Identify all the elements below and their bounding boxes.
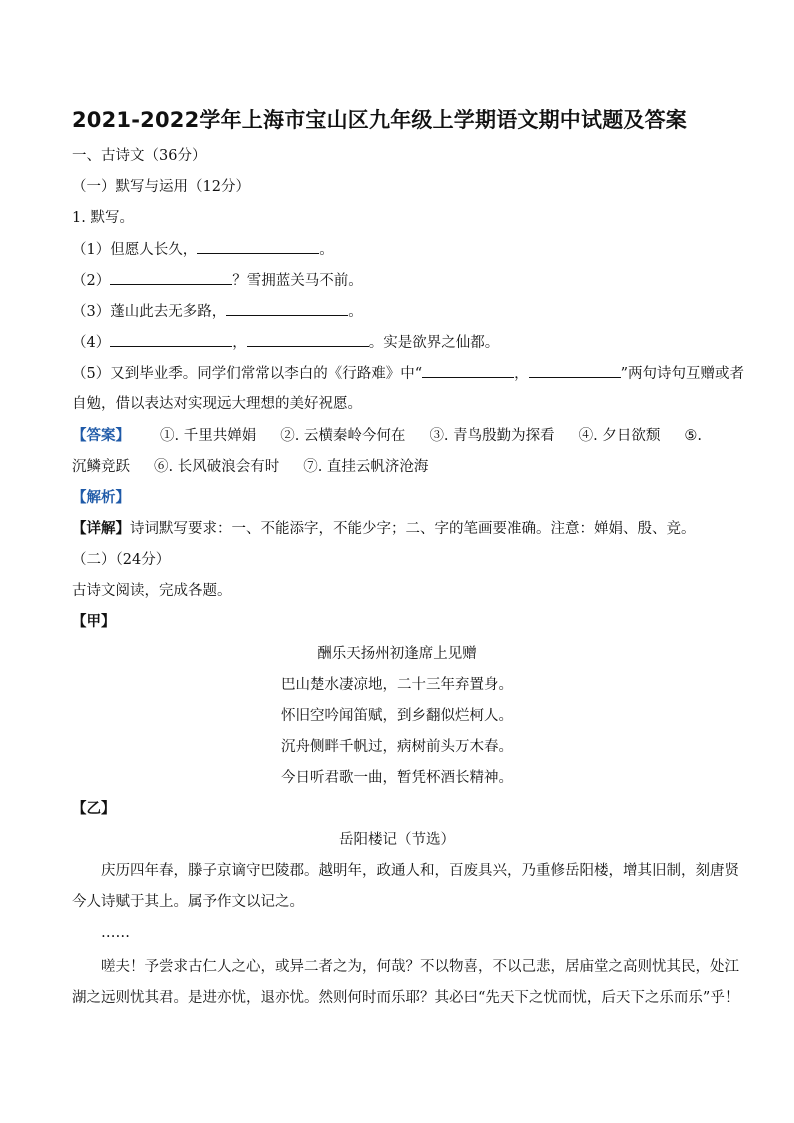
answer-item: ②. 云横秦岭今何在 [280, 428, 406, 444]
answer-blank [247, 332, 369, 347]
answer-item: ①. 千里共婵娟 [160, 428, 257, 444]
detail-text: 诗词默写要求：一、不能添字，不能少字；二、字的笔画要准确。注意：婵娟、殷、竞。 [130, 521, 696, 537]
answer-blank [422, 363, 514, 378]
prose-paragraph-2-line-1: 嗟夫！予尝求古仁人之心，或异二者之为，何哉？不以物喜，不以己悲，居庙堂之高则忧其民，处江 [101, 959, 739, 975]
question-1-item-5-cont: 自勉，借以表达对实现远大理想的美好祝愿。 [72, 396, 362, 412]
detail-row [72, 519, 696, 539]
prose-ellipsis: …… [101, 925, 130, 941]
item-text: ， [514, 366, 529, 382]
analysis-tag [72, 488, 130, 508]
yi-tag: 【乙】 [72, 801, 116, 817]
question-1-item-4 [72, 332, 499, 353]
subsection-heading-2: （二）（24分） [72, 552, 171, 568]
answer-item: ③. 青鸟殷勤为探看 [429, 428, 555, 444]
item-text: （5）又到毕业季。同学们常常以李白的《行路难》中“ [72, 366, 423, 382]
answer-item: ⑦. 直挂云帆济沧海 [303, 459, 429, 475]
question-1-item-2 [72, 270, 363, 291]
section-heading-1: 一、古诗文（36分） [72, 148, 207, 164]
prose-paragraph-2-line-2: 湖之远则忧其君。是进亦忧，退亦忧。然则何时而乐耶？其必曰“先天下之忧而忧，后天下之乐而乐”乎！ [72, 990, 740, 1006]
answer-blank [197, 239, 319, 254]
question-1-item-3 [72, 301, 363, 322]
item-text: 。 [348, 304, 363, 320]
prose-paragraph-1-line-1: 庆历四年春，滕子京谪守巴陵郡。越明年，政通人和，百废具兴，乃重修岳阳楼，增其旧制，刻唐贤 [101, 863, 739, 879]
answer-blank [226, 301, 348, 316]
answer-item: ④. 夕日欲颓 [578, 428, 661, 444]
page-title: 2021-2022学年上海市宝山区九年级上学期语文期中试题及答案 [72, 108, 688, 132]
analysis-label: 【解析】 [72, 490, 130, 506]
item-text: ？雪拥蓝关马不前。 [232, 273, 363, 289]
poem-line: 今日听君歌一曲，暂凭杯酒长精神。 [281, 770, 513, 786]
poem-line: 巴山楚水凄凉地，二十三年弃置身。 [281, 677, 513, 693]
answer-tag: 【答案】 [72, 428, 130, 444]
question-1: 1. 默写。 [72, 210, 134, 226]
question-1-item-5 [72, 363, 744, 384]
item-text: 。实是欲界之仙都。 [368, 335, 500, 351]
answer-row-1 [72, 426, 702, 446]
item-text: ”两句诗句互赠或者 [620, 366, 745, 382]
answer-blank [529, 363, 621, 378]
item-text: （4） [72, 335, 111, 351]
detail-tag: 【详解】 [72, 521, 130, 537]
poem-line: 怀旧空吟闻笛赋，到乡翻似烂柯人。 [281, 708, 513, 724]
item-text: 。 [319, 242, 334, 258]
answer-item: ⑥. 长风破浪会有时 [154, 459, 280, 475]
item-text: ， [232, 335, 247, 351]
reading-intro: 古诗文阅读，完成各题。 [72, 583, 232, 599]
poem-title: 酬乐天扬州初逢席上见赠 [317, 646, 477, 662]
item-text: （2） [72, 273, 111, 289]
subsection-heading-1: （一）默写与运用（12分） [72, 179, 250, 195]
answer-blank [110, 332, 232, 347]
item-text: （3）蓬山此去无多路， [72, 304, 227, 320]
answer-row-2 [72, 457, 428, 477]
answer-item: ⑤. [684, 428, 702, 444]
answer-blank [110, 270, 232, 285]
poem-line: 沉舟侧畔千帆过，病树前头万木春。 [281, 739, 513, 755]
question-1-item-1 [72, 239, 334, 260]
prose-paragraph-1-line-2: 今人诗赋于其上。属予作文以记之。 [72, 894, 304, 910]
prose-title: 岳阳楼记（节选） [339, 832, 455, 848]
jia-tag: 【甲】 [72, 614, 116, 630]
answer-item: 沉鳞竞跃 [72, 459, 130, 475]
item-text: （1）但愿人长久， [72, 242, 198, 258]
